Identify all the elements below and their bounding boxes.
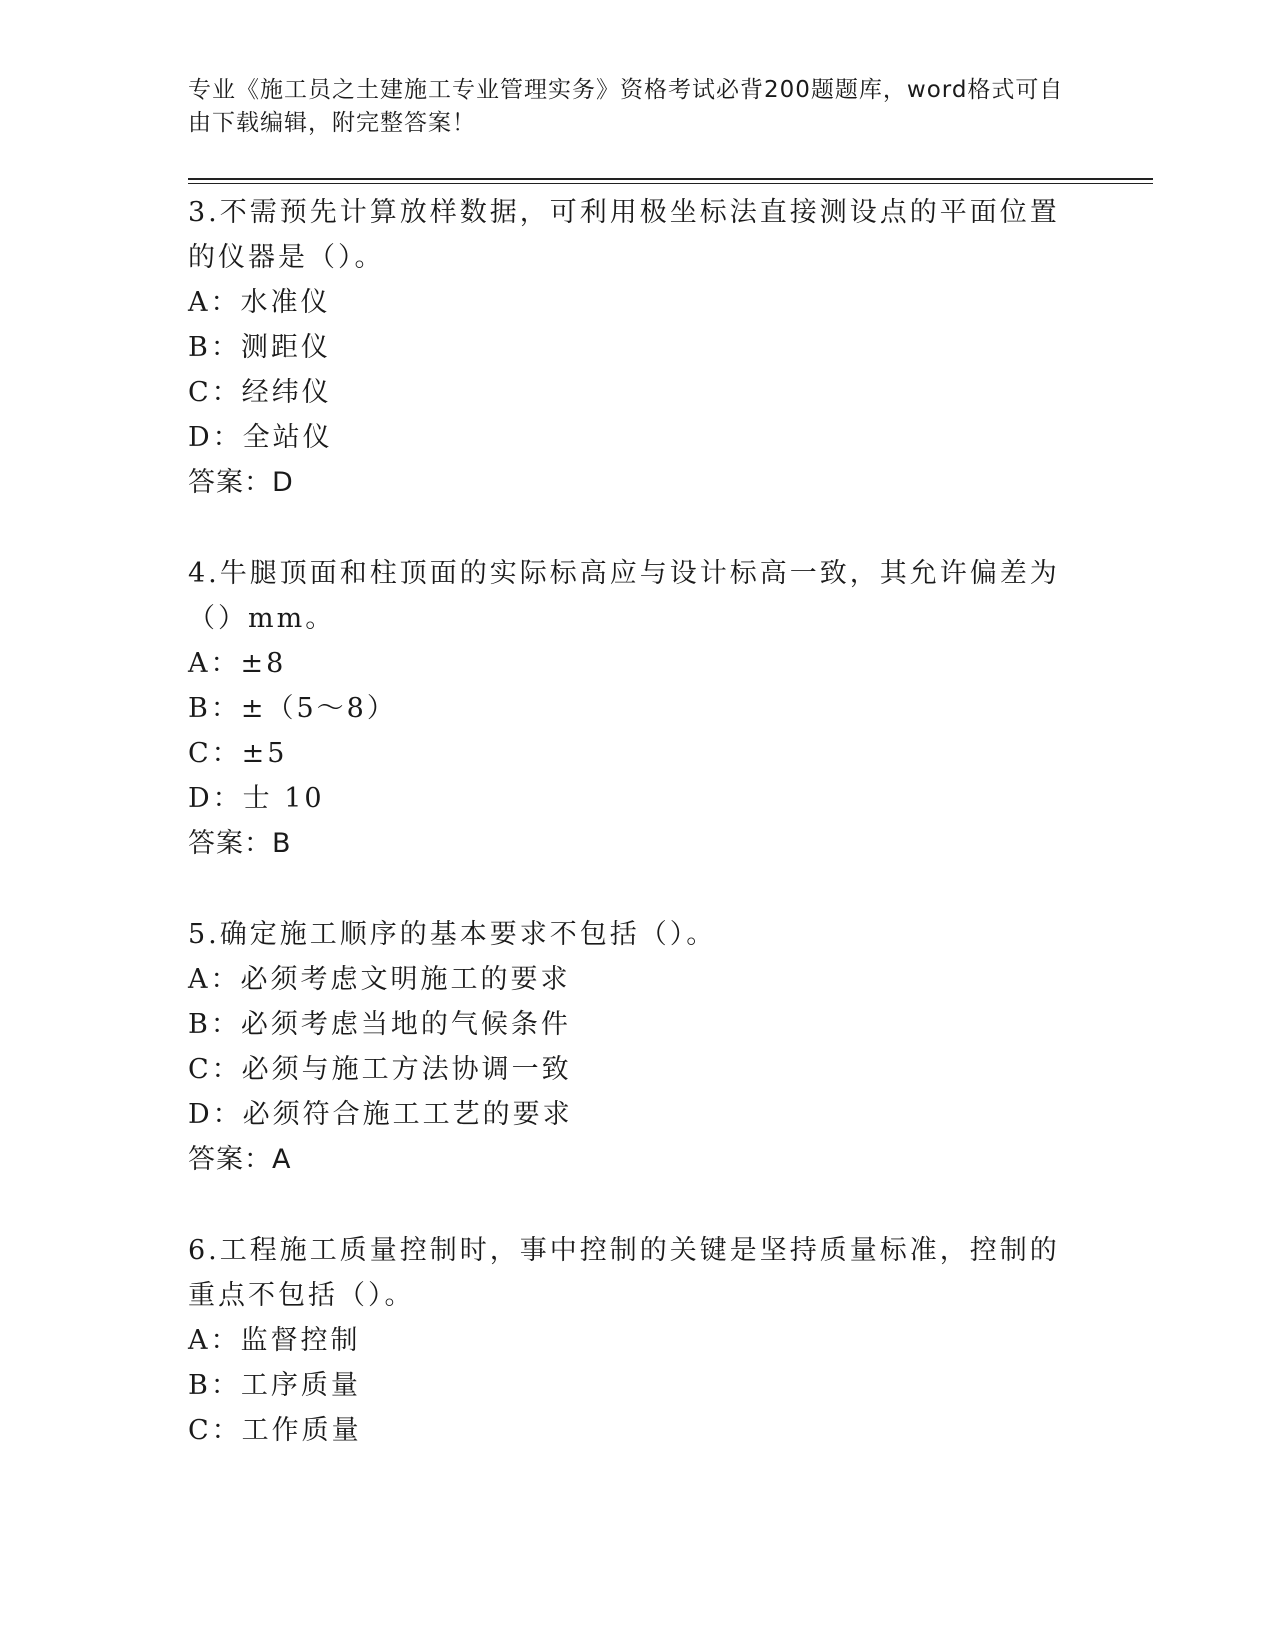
question-5 — [188, 912, 1068, 1182]
question-6 — [188, 1228, 1068, 1453]
option-a: A：±8 — [188, 648, 287, 679]
question-stem: 6.工程施工质量控制时，事中控制的关键是坚持质量标准，控制的重点不包括（）。 — [188, 1235, 1060, 1311]
question-list — [188, 190, 1068, 1499]
option-c: C：必须与施工方法协调一致 — [188, 1054, 572, 1085]
option-b: B：必须考虑当地的气候条件 — [188, 1009, 571, 1040]
answer-line: 答案：B — [188, 828, 292, 859]
document-title: 专业《施工员之土建施工专业管理实务》资格考试必背200题题库，word格式可自由下载编辑，附完整答案！ — [188, 77, 1064, 136]
option-d: D：必须符合施工工艺的要求 — [188, 1099, 573, 1130]
option-d: D：士 10 — [188, 783, 325, 814]
option-a: A：必须考虑文明施工的要求 — [188, 964, 571, 995]
answer-line: 答案：A — [188, 1144, 292, 1175]
question-3 — [188, 190, 1068, 505]
option-b: B：测距仪 — [188, 332, 331, 363]
answer-line: 答案：D — [188, 467, 294, 498]
question-stem: 4.牛腿顶面和柱顶面的实际标高应与设计标高一致，其允许偏差为（）mm。 — [188, 558, 1060, 634]
option-c: C：±5 — [188, 738, 288, 769]
question-stem: 5.确定施工顺序的基本要求不包括（）。 — [188, 919, 717, 950]
option-c: C：工作质量 — [188, 1415, 362, 1446]
header-rule-top — [188, 178, 1153, 180]
header-rule-bottom — [188, 183, 1153, 184]
option-b: B：工序质量 — [188, 1370, 361, 1401]
option-a: A：监督控制 — [188, 1325, 361, 1356]
question-stem: 3.不需预先计算放样数据，可利用极坐标法直接测设点的平面位置的仪器是（）。 — [188, 197, 1060, 273]
option-b: B：±（5～8） — [188, 693, 397, 724]
option-a: A：水准仪 — [188, 287, 331, 318]
question-4 — [188, 551, 1068, 866]
option-d: D：全站仪 — [188, 422, 333, 453]
option-c: C：经纬仪 — [188, 377, 332, 408]
